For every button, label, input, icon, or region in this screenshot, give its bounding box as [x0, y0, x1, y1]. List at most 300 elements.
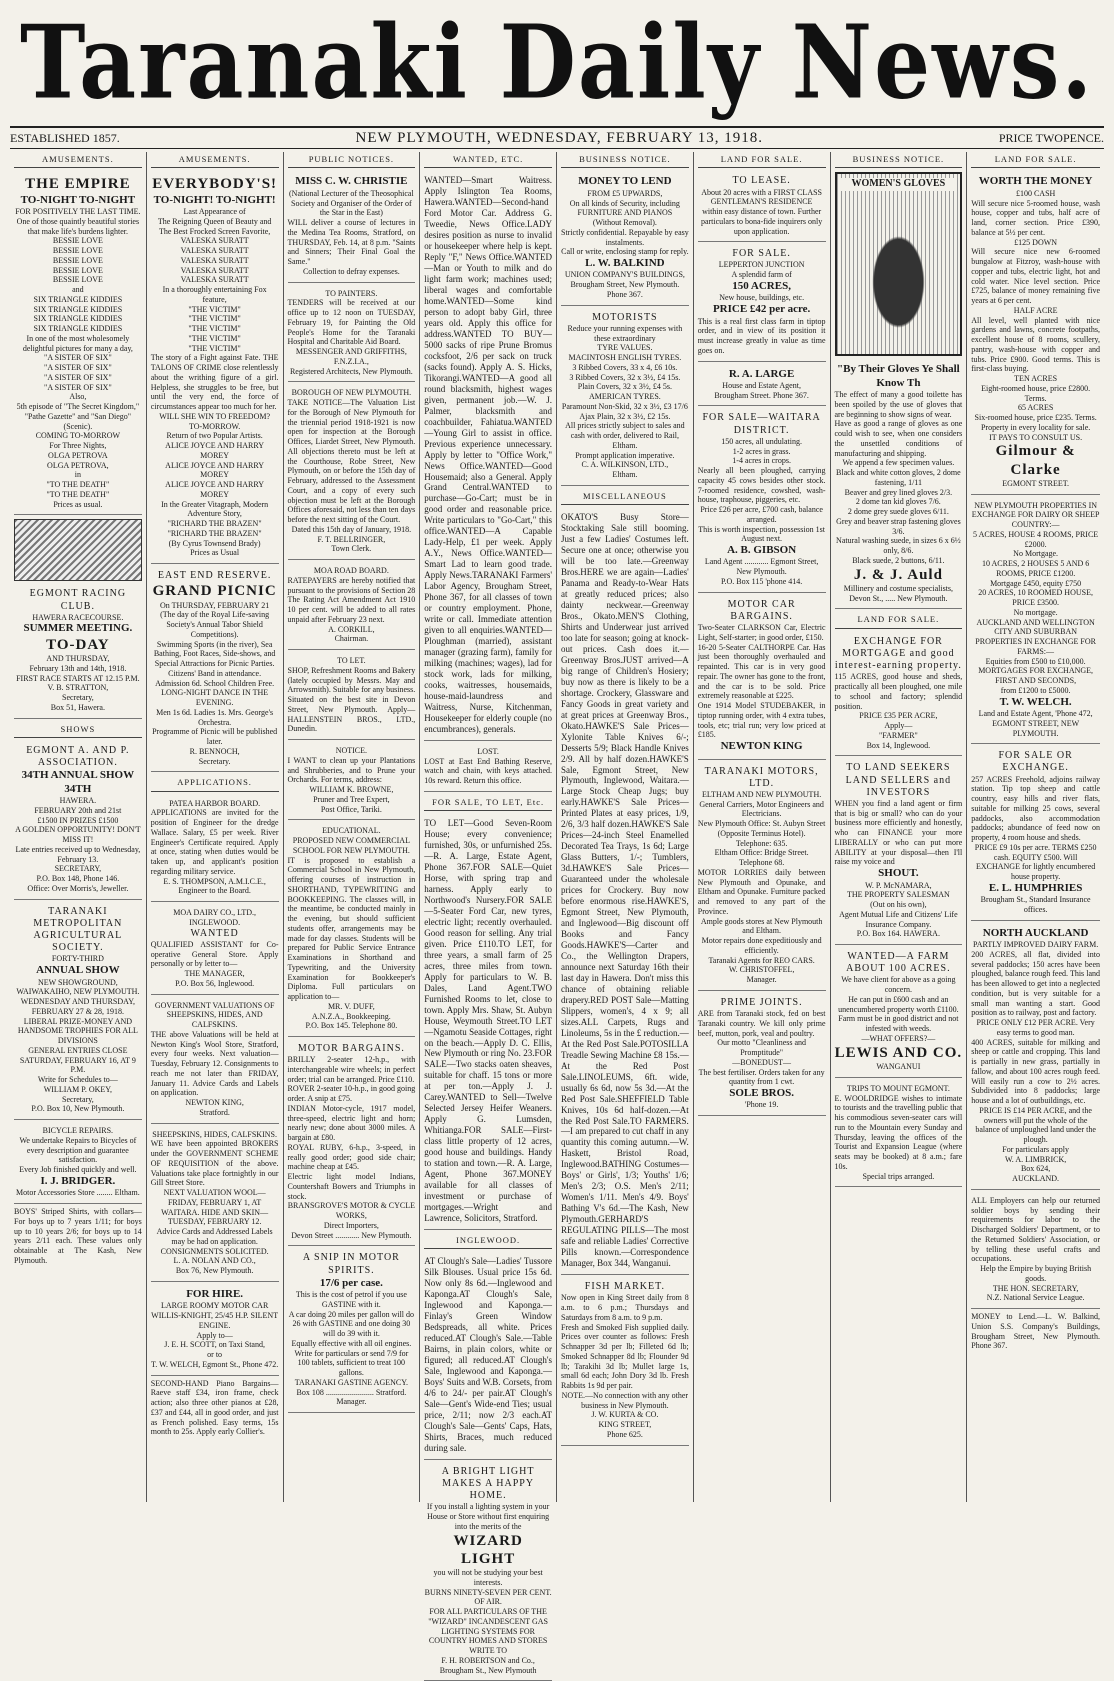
- empire-title: THE EMPIRE: [25, 176, 131, 193]
- north-auckland-ad: [971, 924, 1100, 1190]
- large-name: R. A. LARGE: [728, 367, 795, 380]
- np-addr: Land and Estate Agent, 'Phone 472, EGMONT STREET, NEW PLYMOUTH.: [978, 709, 1093, 738]
- na-sub: PARTLY IMPROVED DAIRY FARM.: [972, 940, 1099, 950]
- tm-role: Manager.: [746, 975, 777, 985]
- text-line: TO LET—Ngamotu Seaside Cottages, right on the beach.—Apply D. C. Ellis, New Plymouth or ring No. 23.: [424, 1015, 552, 1059]
- text-line: 3 Ribbed Covers, 33 x 4, £6 10s.: [572, 362, 678, 372]
- na-for: For particulars apply: [1002, 1144, 1069, 1154]
- text-line: Black suede, 2 buttons, 6/11.: [852, 555, 945, 565]
- text-line: BESSIE LOVE: [52, 255, 103, 265]
- snip-title: A SNIP IN MOTOR SPIRITS.: [302, 1252, 400, 1276]
- text-line: SIX TRIANGLE KIDDIES: [33, 324, 123, 334]
- text-line: RED POST Sale—Matting Slippers, women's, 4 x 9; all sizes.: [561, 994, 689, 1027]
- prime-best: The best fertiliser. Orders taken for any quantity from 1 cwt.: [698, 1067, 825, 1087]
- racing-ad: [14, 585, 142, 718]
- text-line: INDIAN Motor-cycle, 1917 model, three-speed, electric light and horn; nearly new; done about 3000 miles. A bargain at £80.: [287, 1103, 416, 1143]
- text-line: Paramount Non-Skid, 32 x 3½, £3 17/6: [561, 401, 688, 411]
- text-line: POTOSILLA Treadle Sewing Machine £8 15s.—At the Red Post Sale.: [561, 1038, 689, 1082]
- waitara-acres: 150 acres, all undulating.: [721, 436, 802, 446]
- worth-t2: Will secure nice new 6-roomed bungalow at Fitzroy, wash-house with copper and tubs, electric light, hot and cold water. Nice level section. Price £725, balance of money remaining five years at 6 per cent.: [971, 247, 1100, 306]
- money-on: On all kinds of Security, including: [569, 198, 680, 208]
- farm-t3: Farm must be in good district and not infested with weeds.: [838, 1014, 959, 1034]
- text-line: FOR SALE—Quiet Horse, with spring trap and harness. Apply early to Northwood's Nursery.: [424, 862, 552, 905]
- bicycle-text-2: Every Job finished quickly and well.: [19, 1165, 137, 1175]
- exch-title: EXCHANGE FOR MORTGAGE and good interest-earning property.: [834, 635, 962, 672]
- farm-place: WANGANUI: [876, 1062, 921, 1072]
- everybodys-prices: Prices as Usual: [190, 548, 240, 558]
- taranaki-dates: WEDNESDAY AND THURSDAY, FEBRUARY 27 & 28, 1918.: [20, 997, 135, 1016]
- sale-acres: 150 ACRES,: [732, 279, 791, 292]
- egmont-office: Office: Over Morris's, Jeweller.: [27, 883, 129, 893]
- racing-dates: February 13th and 14th, 1918.: [29, 663, 127, 673]
- waitara-crops: 1-4 acres in crops.: [732, 456, 791, 466]
- sheep-next: NEXT VALUATION WOOL—FRIDAY, FEBRUARY 1, AT WAITARA. HIDE AND SKIN—TUESDAY, FEBRUARY 12.: [161, 1188, 269, 1227]
- worth-st: EGMONT STREET.: [1002, 478, 1070, 488]
- column-heading: WANTED, ETC.: [424, 152, 552, 168]
- sheep-name: L. A. NOLAN AND CO.,: [173, 1256, 256, 1266]
- waitara-name: A. B. GIBSON: [727, 544, 797, 557]
- prime-motto: Our motto "Cleanliness and Promptitude": [717, 1038, 807, 1058]
- gloves-label: WOMEN'S GLOVES: [841, 178, 957, 190]
- motorists-text: Reduce your running expenses with these extraordinary: [567, 323, 683, 343]
- christie-collection: Collection to defray expenses.: [302, 266, 400, 276]
- sx-text: 257 ACRES Freehold, adjoins railway station. Tip top sheep and cattle country, easy hills and river flats, suitable for milking 25 cows, several paddocks, also accommodation paddocks; abundance of feed now on property, 4 room house and sheds.: [971, 774, 1100, 843]
- lost-text: LOST at East End Bathing Reserve, watch and chain, with keys attached. 10s reward. Return this office.: [424, 756, 552, 786]
- text-line: Also,: [69, 392, 87, 402]
- masthead-word-1: Taranaki: [20, 2, 469, 122]
- land-for-sale-heading: LAND FOR SALE.: [835, 612, 963, 628]
- waitara-text: Nearly all been ploughed, carrying capacity 45 cows besides other stock. 7-roomed residence, cowshed, wash-house, traphouse, piggeries, etc.: [697, 466, 826, 505]
- tm-title: TARANAKI MOTORS, LTD.: [704, 765, 819, 789]
- racing-sub: HAWERA RACECOURSE.: [32, 612, 124, 622]
- tm-repair: Motor repairs done expeditiously and efficiently.: [701, 936, 822, 955]
- trips-special: Special trips arranged.: [862, 1171, 935, 1181]
- wanted-list: [424, 172, 552, 740]
- text-line: JUST arrived—A big range of Children's Hosiery; buy now as there is likely to be a shortage. Crockery, Glassware and Fancy Goods in great variety and at great prices at Greenway Bros., Okato.: [561, 654, 689, 731]
- sale-text: This is a real first class farm in tiptop order, and in view of its position it must increase greatly in value as time goes on.: [697, 316, 826, 355]
- money-to-lend-ad: [561, 172, 689, 305]
- newspaper-columns: [10, 152, 1104, 1675]
- exch-price: PRICE £35 PER ACRE,: [859, 711, 938, 721]
- educational-ad: [288, 823, 416, 1037]
- text-line: SIX TRIANGLE KIDDIES: [33, 314, 123, 324]
- moa-dairy-wanted: WANTED: [190, 927, 239, 939]
- patea-title: PATEA HARBOR BOARD.: [169, 798, 261, 808]
- worth-ten: TEN ACRES: [1014, 374, 1058, 384]
- motor-dir: Direct Importers,: [323, 1220, 379, 1230]
- fish-market-ad: [561, 1278, 689, 1445]
- everybodys-last: Last Appearance of: [183, 207, 246, 217]
- np-l5: 20 ACRES, 10 ROOMED HOUSE, PRICE £3500.: [978, 588, 1093, 608]
- car-name: NEWTON KING: [720, 740, 803, 753]
- applications-heading: APPLICATIONS.: [151, 775, 279, 791]
- taranaki-secr: Secretary,: [62, 1094, 94, 1104]
- picnic-swim: Swimming Sports (in the river), Sea Bathing, Foot Races, Side-shows, and Special Attractions for Picnic Parties. Citizens' Band in attendance.: [153, 639, 276, 678]
- bicycle-text-1: We undertake Repairs to Bicycles of every description and guarantee satisfaction.: [19, 1135, 137, 1165]
- np-l4: Mortgage £450, equity £750: [990, 578, 1082, 588]
- motor-title: MOTOR BARGAINS.: [297, 1043, 405, 1055]
- motorists-title: MOTORISTS: [592, 311, 658, 323]
- money-strict: Strictly confidential. Repayable by easy instalments.: [561, 227, 689, 247]
- np-l3: 10 ACRES, 2 HOUSES 5 AND 6 ROOMS, PRICE £1200.: [981, 559, 1090, 578]
- text-line: In one of the most wholesomely delightful pictures for many a day,: [22, 333, 133, 353]
- gloves-t1: The effect of many a good toilette has been spoiled by the use of gloves that are beginning to show signs of wear.: [834, 390, 963, 419]
- painters-arch: Registered Architects, New Plymouth.: [289, 366, 413, 376]
- for-sale-list: [424, 815, 552, 1230]
- everybodys-will: WILL SHE WIN TO FREEDOM?: [159, 411, 271, 421]
- sale-exchange-ad: [971, 747, 1100, 921]
- egmont-prizes: £1500 IN PRIZES £1500: [37, 815, 119, 825]
- money-furn: FURNITURE AND PIANOS: [577, 208, 673, 218]
- column-8: [967, 152, 1104, 1502]
- money-org: UNION COMPANY'S BUILDINGS,: [564, 270, 685, 280]
- borough-dated: Dated this 15th day of January, 1918.: [291, 524, 412, 534]
- painters-name: MESSENGER AND GRIFFITHS, F.N.Z.I.A.,: [295, 347, 407, 366]
- racing-and: AND THURSDAY,: [46, 654, 110, 664]
- text-line: OLGA PETROVA,: [47, 460, 109, 470]
- emp-text: ALL Employers can help our returned soldier boys by sending their requirements for labor to the Discharged Soldiers' Department, or to the Returned Soldiers' Association, or by telling these useful crafts and occupations.: [971, 1195, 1100, 1264]
- text-line: SHEFFIELD Table Knives, 10s 6d half-dozen.—At the Red Post Sale.: [561, 1093, 689, 1126]
- gov-text: THE above Valuations will be held at Newton King's Wool Store, Stratford, every four weeks. Next valuation—Tuesday, February 12. Consignments to reach me not later than FRIDAY, January 11. Advice Cards and Labels on application.: [150, 1029, 279, 1098]
- column-heading: BUSINESS NOTICE.: [561, 152, 689, 168]
- snip-manager: Manager.: [336, 1397, 367, 1407]
- column-5: [557, 152, 694, 1502]
- text-line: HERE we are again—Ladies' Panama and Ready-to-Wear Hats at greatly reduced prices; also dainty neckwear.—Greenway Bros., Okato.: [561, 567, 689, 621]
- seekers-t2: LAND SELLERS and: [845, 774, 952, 786]
- np-properties-ad: [971, 498, 1100, 745]
- prime-text: ARE from Taranaki stock, fed on best Taranaki country. We kill only prime beef, mutton, pork, veal and poultry.: [697, 1009, 826, 1038]
- lease-t1: About 20 acres with a FIRST CLASS GENTLEMAN'S RESIDENCE: [701, 187, 822, 207]
- gov-title: GOVERNMENT VALUATIONS OF SHEEPSKINS, HIDES, AND CALFSKINS.: [154, 1000, 275, 1030]
- everybodys-victim: [151, 305, 279, 354]
- text-line: and: [72, 285, 84, 295]
- snip-box: Box 108 ........................ Stratford.: [296, 1387, 407, 1397]
- prime-title: PRIME JOINTS.: [720, 996, 803, 1008]
- text-line: Grey and beaver strap fastening gloves 3/6.: [836, 516, 961, 536]
- snip-car: A car doing 20 miles per gallon will do 26 with GASTINE and one doing 30 will do 39 with it.: [288, 1309, 415, 1339]
- text-line: One 1914 Model STUDEBAKER, in tiptop running order, with 4 extra tubes, tools, etc; trial run; very low priced at £185.: [697, 701, 826, 740]
- na-t2: 400 ACRES, suitable for milking and sheep or cattle and cropping. This land is partially in new grass, partially in fallow, and about 100 acres rough feed. Will easily run a cow to 2½ acres. Subdivided into 8 paddocks; large house and a lot of outbuildings, etc.: [971, 1037, 1100, 1106]
- text-line: AT Clough's Sale, Inglewood and Kaponga.—Boys' Suits and W.B. Corsets, from 4/6 to 24/- per pair.: [424, 1355, 552, 1398]
- snip-text: This is the cost of petrol if you use GASTINE with it.: [295, 1290, 407, 1309]
- text-line: Ajax Plain, 32 x 3½, £2 15s.: [579, 411, 671, 421]
- sx-addr: Brougham St., Standard Insurance offices.: [980, 895, 1091, 915]
- text-line: One of those quaintly beautiful stories that make life's burdens lighter.: [16, 216, 140, 236]
- text-line: ALICE JOYCE AND HARRY MOREY: [165, 460, 265, 480]
- farm-offers: —WHAT OFFERS?—: [861, 1033, 936, 1043]
- waitara-ad: [698, 409, 826, 592]
- borough-text: TAKE NOTICE—The Valuation List for the Borough of New Plymouth for the triennial period 1918-1921 is now open for inspection at the Borough Offices, Liardet Street, New Plymouth. All objections thereto must be left at the Courthouse, Robe Street, New Plymouth, on or before the 15th day of February, addressed to the Assessment Court, and a copy of every such objection must be left at the Borough Offices aforesaid, not less than ten days before the next sitting of the Court.: [287, 398, 416, 525]
- to-lease-ad: [698, 172, 826, 242]
- exch-apply: Apply—: [884, 721, 913, 731]
- emp-sec: THE HON. SECRETARY,: [992, 1283, 1079, 1293]
- taranaki-forty: FORTY-THIRD: [51, 954, 104, 964]
- text-line: SIX TRIANGLE KIDDIES: [33, 294, 123, 304]
- money-from: FROM £5 UPWARDS,: [587, 188, 663, 198]
- text-line: TO LET, for three years, a small farm of 25 acres, three miles from town. Apply for particulars to W. B. Dales, Land Agent.: [424, 938, 552, 993]
- money-addr: Brougham Street, New Plymouth.: [570, 280, 680, 290]
- exchange-mortgage-ad: [835, 633, 963, 757]
- notice-role: Pruner and Tree Expert,: [313, 794, 390, 804]
- text-line: "A SISTER OF SIX": [44, 372, 112, 382]
- everybodys-tonight: TO-NIGHT! TO-NIGHT!: [153, 193, 276, 206]
- text-line: Natural washing suede, in sizes 6 x 6½ only, 8/6.: [836, 536, 961, 556]
- egmont-show-ad: [14, 742, 142, 900]
- text-line: ROVER 2-seater 10-h.p., in good going order. A snip at £75.: [287, 1084, 416, 1104]
- picnic-day: (The day of the Royal Life-saving Society's Annual Tabor Shield Competitions).: [160, 610, 270, 639]
- taranaki-liberal: LIBERAL PRIZE-MONEY AND HANDSOME TROPHIES FOR ALL DIVISIONS: [17, 1016, 138, 1046]
- moa-road-text: RATEPAYERS are hereby notified that pursuant to the provisions of Section 28 The Rating Act Amendment Act 1910 10 per cent. will be added to all rates unpaid after February 23 next.: [287, 575, 416, 624]
- bright-name: F. H. ROBERTSON and Co.,: [441, 1655, 535, 1665]
- worth-t4: Eight-roomed house, price £2800. Terms.: [981, 383, 1091, 403]
- text-line: Plain Covers, 32 x 3½, £4 5s.: [577, 382, 672, 392]
- price-label: PRICE TWOPENCE.: [998, 130, 1104, 145]
- tm-ample: Ample goods stores at New Plymouth and Eltham.: [700, 916, 823, 936]
- motorists-mac: MACINTOSH ENGLISH TYRES.: [568, 353, 682, 363]
- text-line: WANTED—Some kind person to adopt baby Girl, three years old. Apply this office for address.: [424, 296, 552, 339]
- masthead-word-3: News.: [791, 2, 1094, 122]
- borough-ad: [288, 385, 416, 560]
- sheep-advice: Advice Cards and Addressed Labels may be had on application.: [156, 1227, 273, 1246]
- na-box: Box 624,: [1020, 1164, 1051, 1174]
- taranaki-show-ad: [14, 903, 142, 1120]
- text-line: GERHARD'S REGULATING PILLS—The most safe and reliable Ladies' Corrective Pills known.—Correspondence Manager, Box 344, Wanganui.: [561, 1214, 689, 1269]
- money-to-lend-small-ad: MONEY to Lend.—L. W. Balkind, Union S.S. Company's Buildings, Brougham Street, New Plymouth. Phone 367.: [971, 1312, 1100, 1351]
- tm-tel: Telephone: 635.: [735, 838, 788, 848]
- lease-title: TO LEASE.: [732, 175, 791, 187]
- text-line: WANTED—Good Housemaid; also a General. Apply Grand Central.: [424, 460, 552, 493]
- sx-title: FOR SALE OR EXCHANGE.: [998, 750, 1073, 774]
- patea-name: E. S. THOMPSON, A.M.I.C.E.,: [163, 876, 266, 886]
- everybodys-reign: The Reigning Queen of Beauty and The Best Frocked Screen Favorite,: [157, 216, 272, 236]
- worth-cash: £100 CASH: [1015, 188, 1056, 198]
- np-l7: AUCKLAND AND WELLINGTON CITY AND SUBURBAN PROPERTIES IN EXCHANGE FOR FARMS:—: [975, 617, 1096, 656]
- text-line: HAWKE'S Sale Prices—24-inch Steel Enamelled Decorated Tea Trays, 1s 6d; Large Glass Butters, 1/-; Tumblers, 3d.: [561, 819, 689, 874]
- large-agent-ad: [698, 365, 826, 407]
- text-line: MEN'S Clothing, Shirts and Underwear just arrived too late for season; going at knock-out prices. Cash does it.—Greenway Bros.: [561, 610, 689, 665]
- text-line: SIX TRIANGLE KIDDIES: [33, 304, 123, 314]
- emp-help: Help the Empire by buying British goods.: [980, 1264, 1092, 1283]
- text-line: FOR SALE—Two stacks oaten sheaves, suitable for chaff. 15 tons or more at per ton.—Apply J. J. Carey.: [424, 1048, 552, 1103]
- racing-meeting: SUMMER MEETING.: [23, 622, 133, 635]
- waitara-price: Price £26 per acre, £700 cash, balance arranged.: [700, 505, 823, 524]
- np-l2: No Mortgage.: [1013, 549, 1059, 559]
- farm-t2: He can put in £600 cash and an unencumbered property worth £1100.: [838, 994, 959, 1014]
- car-title: MOTOR CAR BARGAINS.: [727, 598, 796, 622]
- column-7: [831, 152, 968, 1502]
- christie-ad: [288, 172, 416, 282]
- racing-today: TO-DAY: [46, 636, 110, 653]
- tm-gen: General Carriers, Motor Engineers and Electricians.: [699, 799, 824, 819]
- text-line: "TO THE DEATH": [46, 489, 110, 499]
- bicycle-name: I. J. BRIDGER.: [40, 1174, 116, 1187]
- text-line: HAWKE'S Sale Prices—Guaranteed under the wholesale prices for Crockery. Buy now before enormous rise.: [561, 863, 689, 907]
- text-line: "RICHARD THE BRAZEN": [167, 528, 262, 538]
- fish-t2: Fresh and Smoked Fish supplied daily. Prices over counter as follows: Fresh Schnapper 3d per lb; Filleted 6d lb; Smoked Schnapper 8d lb; Flounder 9d lb; Tarakihi 3d lb; Mullet large 1s, small 6d each; John Dory 3d lb. Fresh Rabbits 1s 9d per pair.: [561, 1322, 689, 1390]
- text-line: BATHING Costumes—Boys' or Girls', 1/3; Youths' 1/6; Men's 2/3; O.S. Men's 2/11; Women's 1/11. Men's 4/9. Boys' Bathing V's 6d.—The Kash, New Plymouth.: [561, 1159, 689, 1225]
- everybodys-richard: [151, 519, 279, 539]
- gloves-title: "By Their Gloves Ye Shall Know Th: [837, 363, 960, 389]
- picnic-prog: Programme of Picnic will be published later.: [152, 727, 278, 747]
- waitara-land: Land Agent ............ Egmont Street, New Plymouth.: [704, 557, 819, 577]
- text-line: TWO Furnished Rooms to let, close to town. Apply Mrs. Shaw, St. Aubyn House, Weymouth Street.: [424, 982, 552, 1026]
- taranaki-write: Write for Schedules to—: [37, 1075, 118, 1085]
- edu-title: EDUCATIONAL.: [322, 826, 381, 836]
- text-line: "A SISTER OF SIX": [44, 382, 112, 392]
- egmont-title: EGMONT A. AND P. ASSOCIATION.: [26, 745, 130, 769]
- farm-title: WANTED—A FARM ABOUT 100 ACRES.: [846, 951, 951, 975]
- for-hire-ad: [151, 1285, 279, 1376]
- text-line: BESSIE LOVE: [52, 236, 103, 246]
- worth-the-money-ad: [971, 172, 1100, 494]
- picnic-ad: [151, 567, 279, 772]
- snip-eq: Equally effective with all oil engines.: [291, 1338, 412, 1348]
- seekers-role: THE PROPERTY SALESMAN: [846, 890, 950, 900]
- picnic-grand: GRAND PICNIC: [152, 583, 277, 600]
- text-line: BESSIE LOVE: [52, 246, 103, 256]
- column-heading: LAND FOR SALE.: [698, 152, 826, 168]
- text-line: Electric light model Indians, Countershaft Bowers and Triumphs in stock.: [287, 1172, 416, 1201]
- sheep-title: SHEEPSKINS, HIDES, CALFSKINS.: [152, 1129, 277, 1139]
- text-line: ALICE JOYCE AND HARRY MOREY: [165, 480, 265, 499]
- na-name: W. A. LIMBRICK,: [1004, 1154, 1067, 1164]
- picnic-title: EAST END RESERVE.: [157, 570, 272, 582]
- employers-ad: [971, 1193, 1100, 1309]
- hire-title: FOR HIRE.: [186, 1287, 244, 1300]
- snip-write: Write for particulars or send 7/9 for 100 tablets, sufficient to treat 100 gallons.: [294, 1348, 409, 1378]
- text-line: in: [74, 470, 81, 480]
- text-line: WANTED—A good all round blacksmith, highest wages given, permanent job.—W. J. Palmer, blacksmith and coachbuilder, Fahiatua.: [424, 372, 552, 427]
- motorists-items-2: [561, 402, 689, 422]
- text-line: WANTED—Ploughman (married), assistant manager (grazing farm), family for milking (machines; wages), lad for stock work, lads for milking, cooks, waitresses, housemaids, house-maid-laundress and Waitress, Nurse, Kitchenman, Housekeeper for elderly couple (no encumbrances), generals.: [424, 625, 552, 734]
- motorists-prompt: Prompt application imperative.: [575, 450, 675, 460]
- trips-text: E. WOOLDRIDGE wishes to intimate to tourists and the travelling public that his commodious seven-seater cars will run to the Mountain every Sunday and Thursday, leaving the offices of the Tourist and Expansion League (where seats may be booked) at 8 a.m.; fare 10s.: [834, 1093, 963, 1171]
- gloves-name: J. & J. Auld: [853, 566, 943, 583]
- trips-ad: [835, 1081, 963, 1188]
- egmont-box: P.O. Box 148, Phone 146.: [36, 874, 120, 884]
- worth-t3: All level, well planted with nice gardens and lawns, concrete footpaths, excellent house of 8 rooms, scullery, pantry, wash-house with copper and tubs. Price £900. Good terms. This is first-class buying.: [971, 315, 1100, 374]
- painters-ad: [288, 286, 416, 383]
- gov-name: NEWTON KING,: [185, 1098, 244, 1108]
- moa-road-role: Chairman.: [334, 634, 369, 644]
- text-line: FOR SALE—5-Seater Ford Car, new tyres, electric light; recently overhauled. Good reason for selling. Any trial given. Price £110.: [424, 894, 552, 949]
- text-line: WANTED to purchase—Go-Cart; must be in good order and reasonable price. Write particulars to "Go-Cart," this office.: [424, 482, 552, 537]
- notice-place: Post Office, Tariki.: [320, 804, 382, 814]
- moa-dairy-name: THE MANAGER,: [184, 969, 245, 979]
- hire-engine: WILLIS-KNIGHT, 25/45 H.P. SILENT ENGINE.: [151, 1311, 279, 1330]
- text-line: "THE VICTIM": [188, 314, 241, 324]
- inglewood-heading: INGLEWOOD.: [424, 1233, 552, 1249]
- notice-ad: [288, 743, 416, 820]
- taranaki-general: GENERAL ENTRIES CLOSE SATURDAY, FEBRUARY 16, AT 9 P.M.: [19, 1045, 136, 1075]
- sale-price: PRICE £42 per acre.: [712, 303, 811, 316]
- sale-junction: LEPPERTON JUNCTION: [718, 260, 805, 270]
- patea-ad: [151, 796, 279, 903]
- notice-name: WILLIAM K. BROWNE,: [309, 785, 394, 795]
- egmont-show: 34TH ANNUAL SHOW 34TH: [21, 769, 135, 795]
- bicycle-heading: BICYCLE REPAIRS.: [42, 1126, 114, 1136]
- gloves-t2: Have as good a range of gloves as one could wish to see, when one considers the unsettled conditions of manufacturing and shipping.: [834, 419, 963, 458]
- edu-box: P.O. Box 145. Telephone 80.: [305, 1021, 398, 1031]
- sale-build: New house, buildings, etc.: [719, 293, 805, 303]
- text-line: 2 dome grey suede gloves 6/11.: [847, 507, 949, 517]
- egmont-late: Late entries received up to Wednesday, February 13.: [15, 844, 141, 864]
- to-let-text: SHOP, Refreshment Rooms and Bakery (lately occupied by Messrs. May and Arrowsmith). Suitable for any business. Situated on the best site in Devon Street, New Plymouth. Apply—HALLENSTEIN BROS., LTD., Dunedin.: [287, 665, 416, 734]
- egmont-place: HAWERA.: [59, 796, 97, 806]
- racing-box: Box 51, Hawera.: [50, 702, 105, 712]
- painters-text: TENDERS will be received at our office up to 12 noon on TUESDAY, February 19, for Painting the Old People's Home for the Taranaki Hospital and Charitable Aid Board.: [287, 298, 416, 347]
- motorists-name: C. A. WILKINSON, LTD.,: [581, 460, 669, 470]
- motor-items: [288, 1055, 416, 1201]
- text-line: ROYAL RUBY, 6-h.p., 3-speed, in really good order; good side chair; machine cheap at £45.: [287, 1142, 416, 1172]
- text-line: BESSIE LOVE: [52, 265, 103, 275]
- tm-agents: Taranaki Agents for REO CARS.: [708, 955, 815, 965]
- sheep-box: Box 76, New Plymouth.: [175, 1266, 254, 1276]
- seekers-box: P.O. Box 164. HAWERA.: [856, 929, 940, 939]
- worth-down: £125 DOWN: [1014, 237, 1058, 247]
- column-heading: BUSINESS NOTICE.: [835, 152, 963, 168]
- lease-t2: within easy distance of town. Further particulars to bona-fide inquirers only upon application.: [700, 207, 823, 236]
- borough-title: BOROUGH OF NEW PLYMOUTH.: [291, 388, 412, 398]
- bright-wizard: WIZARD LIGHT: [453, 1532, 523, 1567]
- taranaki-new: NEW SHOWGROUND, WAIWAKAIHO, NEW PLYMOUTH.: [16, 977, 140, 997]
- egmont-opportunity: A GOLDEN OPPORTUNITY! DON'T MISS IT!: [15, 825, 141, 845]
- moa-dairy-box: P.O. Box 56, Inglewood.: [175, 978, 255, 988]
- misc-heading: MISCELLANEOUS: [561, 489, 689, 505]
- gloves-role: Millinery and costume specialists,: [843, 583, 954, 593]
- masthead-word-2: Daily: [499, 2, 761, 122]
- np-l9: MORTGAGES FOR EXCHANGE, FIRST AND SECONDS,: [978, 666, 1094, 686]
- sale-title: FOR SALE.: [732, 248, 791, 260]
- picnic-secr: Secretary.: [198, 756, 231, 766]
- boys-shirts-ad: BOYS' Striped Shirts, with collars—For boys up to 7 years 1/11; for boys up to 10 years 2/6; for boys up to 14 years 2/11 each. These values only obtainable at The Kash, New Plymouth.: [14, 1207, 142, 1265]
- moa-road-name: A. CORKILL,: [328, 624, 375, 634]
- bright-for: FOR ALL PARTICULARS OF THE "WIZARD" INCANDESCENT GAS LIGHTING SYSTEMS FOR COUNTRY HOMES AND STORES WRITE TO: [428, 1607, 548, 1656]
- for-sale-lepperton-ad: [698, 245, 826, 361]
- masthead: [20, 2, 1094, 122]
- text-line: MONEY available for all classes of investment or purchase of mortgages.—Wright and Lawrence, Solicitors, Stratford.: [424, 1169, 552, 1223]
- to-let-title: TO LET.: [337, 656, 366, 666]
- racing-secretary: V. B. STRATTON,: [47, 683, 109, 693]
- exch-farmer: "FARMER": [878, 730, 918, 740]
- text-line: WANTED to Sell—Twelve Selected Jersey Heifer Weaners. Apply G. Lumsden, Whitianga.: [424, 1092, 552, 1136]
- hire-or: or to: [207, 1350, 223, 1359]
- motor-bargains-ad: [288, 1040, 416, 1246]
- worth-title: WORTH THE MONEY: [978, 175, 1093, 188]
- egmont-dates: FEBRUARY 20th and 21st: [34, 805, 122, 815]
- to-let-ad: [288, 653, 416, 740]
- exch-t1: 115 ACRES, good house and sheds, practically all been ploughed, one mile to school and factory; splendid position.: [834, 672, 963, 711]
- np-name: T. W. WELCH.: [999, 695, 1072, 708]
- notice-title: NOTICE.: [335, 746, 368, 756]
- sheepskins-ad: [151, 1127, 279, 1282]
- worth-prop: Property in every locality for sale.: [980, 422, 1091, 432]
- everybodys-vita: In the Greater Vitagraph, Modern Adventure Story,: [161, 499, 269, 519]
- hire-car: LARGE ROOMY MOTOR CAR: [160, 1301, 269, 1311]
- gloves-items: [835, 468, 963, 566]
- patea-role: Engineer to the Board.: [178, 886, 251, 896]
- lost-title: LOST.: [477, 746, 499, 756]
- moa-dairy-text: QUALIFIED ASSISTANT for Co-operative General Store. Apply personally or by letter to—: [150, 939, 279, 969]
- picnic-on: On THURSDAY, FEBRUARY 21: [159, 600, 270, 610]
- fish-name: J. W. KURTA & CO.: [591, 1410, 659, 1420]
- seekers-text: WHEN you find a land agent or firm that is big or small? who can do your business more efficiently and honestly, who can FINANCE your more LIBERALLY or who can put more ABILITY at your disposal—then I'll raise my voice and: [834, 798, 963, 867]
- moa-dairy-title: MOA DAIRY CO., LTD., INGLEWOOD.: [173, 908, 256, 927]
- seekers-name: W. P. McNAMARA,: [865, 880, 932, 890]
- racing-first: FIRST RACE STARTS AT 12.15 P.M.: [16, 673, 140, 683]
- picnic-men: Men 1s 6d. Ladies 1s. Mrs. George's Orchestra.: [156, 707, 274, 727]
- snip-agency: TARANAKI GASTINE AGENCY.: [294, 1377, 408, 1387]
